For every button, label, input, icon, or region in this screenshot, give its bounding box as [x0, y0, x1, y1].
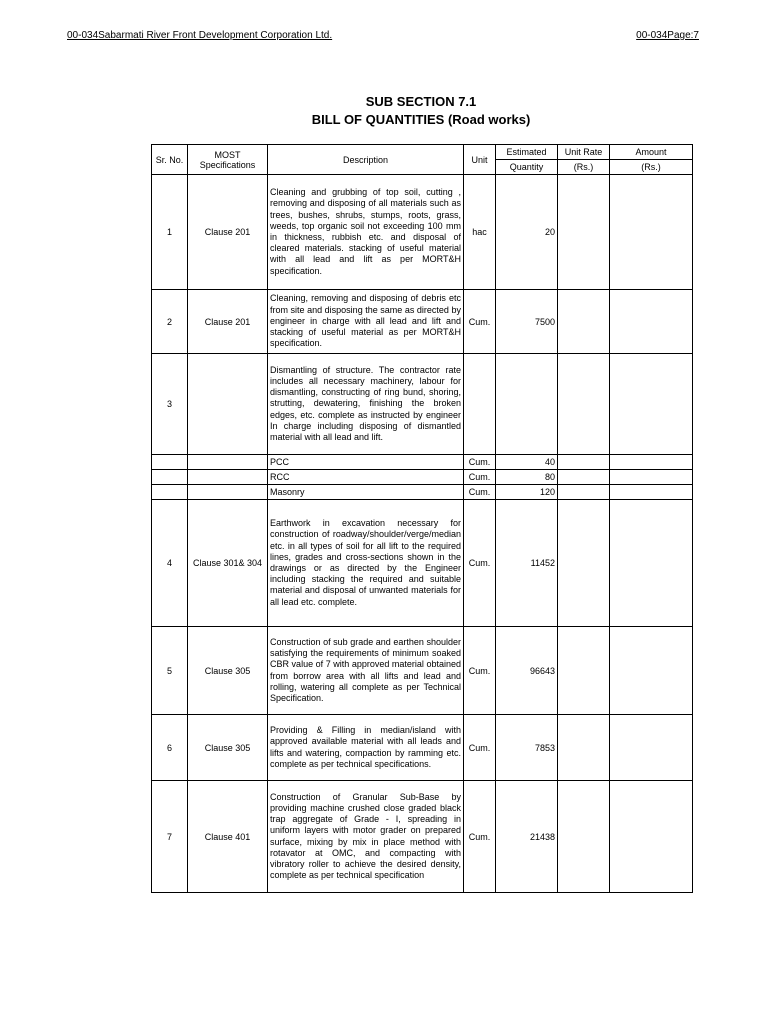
table-row — [152, 175, 693, 290]
row-amount — [610, 455, 693, 470]
row-description: Dismantling of structure. The contractor rate includes all necessary machinery, labour for dismantling, constructing of ring bund, shoring, strutting, dewatering, finishing the broken edges, etc. complete as instructed by engineer In charge including disposing of dismantled material with all lead and lift. — [268, 354, 464, 455]
row-unit-rate — [558, 290, 610, 354]
section-title: SUB SECTION 7.1 — [365, 94, 477, 109]
header-sr-no: Sr. No. — [152, 145, 188, 175]
document-title: BILL OF QUANTITIES (Road works) — [311, 112, 531, 127]
row-quantity: 7500 — [496, 290, 558, 354]
row-specification: Clause 201 — [188, 175, 268, 290]
row-quantity: 96643 — [496, 627, 558, 715]
row-description: Construction of sub grade and earthen shoulder satisfying the requirements of minimum soaked CBR value of 7 with approved material obtained from borrow area with all lifts and lead and rolling, watering all complete as per Technical Specification. — [268, 627, 464, 715]
row-specification: Clause 201 — [188, 290, 268, 354]
table-row — [152, 290, 693, 354]
row-specification: Clause 305 — [188, 715, 268, 781]
header-rate-bottom: (Rs.) — [573, 162, 594, 172]
table-row — [152, 354, 693, 455]
row-specification: Clause 305 — [188, 627, 268, 715]
row-unit: Cum. — [464, 781, 496, 893]
row-sr-no — [152, 470, 188, 485]
row-unit: Cum. — [464, 485, 496, 500]
row-amount — [610, 485, 693, 500]
header-left-text: 00-034Sabarmati River Front Development Corporation Ltd. — [67, 30, 333, 41]
table-row — [152, 455, 693, 470]
row-sr-no: 6 — [152, 715, 188, 781]
header-amount — [610, 145, 693, 175]
row-unit-rate — [558, 470, 610, 485]
row-specification — [188, 354, 268, 455]
row-unit — [464, 354, 496, 455]
row-specification — [188, 470, 268, 485]
row-unit-rate — [558, 715, 610, 781]
row-sr-no: 1 — [152, 175, 188, 290]
row-unit: Cum. — [464, 627, 496, 715]
header-rate-top: Unit Rate — [558, 145, 609, 160]
row-quantity: 20 — [496, 175, 558, 290]
row-unit: Cum. — [464, 715, 496, 781]
header-unit-rate — [558, 145, 610, 175]
table-row — [152, 715, 693, 781]
header-amount-top: Amount — [610, 145, 692, 160]
row-sr-no: 4 — [152, 500, 188, 627]
row-sr-no — [152, 455, 188, 470]
table-header-row — [152, 145, 693, 175]
row-quantity: 11452 — [496, 500, 558, 627]
row-description: Earthwork in excavation necessary for construction of roadway/shoulder/verge/median etc. in all types of soil for all lift to the required lines, grades and cross-sections shown in the drawings or as directed by the Engineer including stacking the required and suitable material and disposal of unwanted materials for all lead etc. complete. — [268, 500, 464, 627]
row-quantity — [496, 354, 558, 455]
row-amount — [610, 175, 693, 290]
row-unit-rate — [558, 781, 610, 893]
row-specification: Clause 401 — [188, 781, 268, 893]
row-sr-no — [152, 485, 188, 500]
header-qty-top: Estimated — [496, 145, 557, 160]
row-quantity: 40 — [496, 455, 558, 470]
header-estimated-quantity — [496, 145, 558, 175]
row-unit: Cum. — [464, 290, 496, 354]
row-unit-rate — [558, 354, 610, 455]
bill-of-quantities-table — [151, 144, 693, 893]
row-specification: Clause 301& 304 — [188, 500, 268, 627]
row-sr-no: 3 — [152, 354, 188, 455]
row-amount — [610, 354, 693, 455]
row-unit: Cum. — [464, 455, 496, 470]
row-quantity: 80 — [496, 470, 558, 485]
table-row — [152, 627, 693, 715]
row-description: Providing & Filling in median/island with approved available material with all leads and lifts and watering, compaction by ramming etc. complete as per technical specifications. — [268, 715, 464, 781]
row-description: RCC — [268, 470, 464, 485]
row-quantity: 120 — [496, 485, 558, 500]
table-row — [152, 500, 693, 627]
row-description: Construction of Granular Sub-Base by providing machine crushed close graded black trap aggregate of Grade - I, spreading in uniform layers with motor grader on prepared surface, mixing by mix in place method with rotavator at OMC, and compacting with vibratory roller to achieve the desired density, complete as per technical specification — [268, 781, 464, 893]
header-page-number: 00-034Page:7 — [636, 30, 699, 41]
row-unit-rate — [558, 175, 610, 290]
row-amount — [610, 627, 693, 715]
header-unit: Unit — [464, 145, 496, 175]
row-specification — [188, 485, 268, 500]
row-description: Cleaning, removing and disposing of debris etc from site and disposing the same as directed by engineer in charge with all lead and lift and stacking of useful material as per MORT&H specification. — [268, 290, 464, 354]
row-unit: hac — [464, 175, 496, 290]
row-amount — [610, 781, 693, 893]
row-unit: Cum. — [464, 470, 496, 485]
row-amount — [610, 290, 693, 354]
row-quantity: 7853 — [496, 715, 558, 781]
table-row — [152, 470, 693, 485]
row-description: Masonry — [268, 485, 464, 500]
header-qty-bottom: Quantity — [509, 162, 544, 172]
row-amount — [610, 500, 693, 627]
row-amount — [610, 470, 693, 485]
row-unit-rate — [558, 455, 610, 470]
header-most-specifications: MOST Specifications — [188, 145, 268, 175]
row-unit: Cum. — [464, 500, 496, 627]
header-amount-bottom: (Rs.) — [641, 162, 661, 172]
row-sr-no: 7 — [152, 781, 188, 893]
table-row — [152, 781, 693, 893]
row-unit-rate — [558, 627, 610, 715]
row-quantity: 21438 — [496, 781, 558, 893]
row-sr-no: 2 — [152, 290, 188, 354]
row-description: PCC — [268, 455, 464, 470]
header-description: Description — [268, 145, 464, 175]
row-amount — [610, 715, 693, 781]
row-specification — [188, 455, 268, 470]
row-unit-rate — [558, 485, 610, 500]
row-description: Cleaning and grubbing of top soil, cutting , removing and disposing of all materials such as trees, bushes, shrubs, stumps, roots, grass, weeds, top organic soil not exceeding 100 mm in thickness, rubbish etc. and disposal of cleared materials. stacking of useful material with all lead and lift as per MORT&H specification. — [268, 175, 464, 290]
row-sr-no: 5 — [152, 627, 188, 715]
row-unit-rate — [558, 500, 610, 627]
table-row — [152, 485, 693, 500]
